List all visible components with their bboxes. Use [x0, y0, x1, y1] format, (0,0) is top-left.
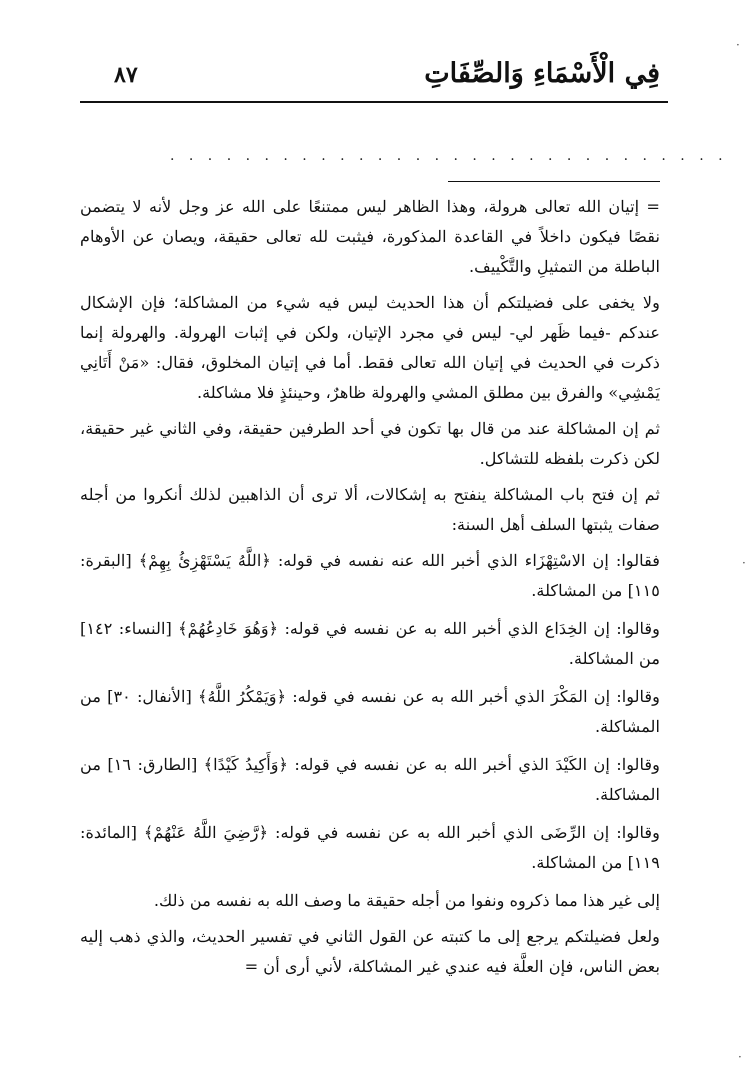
scan-speck: ·	[736, 38, 740, 52]
footnote-rule	[448, 181, 660, 182]
header-rule	[80, 101, 668, 103]
scan-speck: ·	[742, 556, 746, 570]
paragraph-4: ثم إن فتح باب المشاكلة ينفتح به إشكالات، ألا ترى أن الذاهبين لذلك أنكروا من أجله صفات يثبتها السلف أهل السنة:	[80, 485, 660, 534]
paragraph-final: ولعل فضيلتكم يرجع إلى ما كتبته عن القول الثاني في تفسير الحديث، والذي ذهب إليه بعض الناس، فإن العلَّة فيه عندي غير المشاكلة، لأني أرى أن =	[80, 927, 660, 976]
page-body	[80, 192, 660, 988]
dotted-separator: . . . . . . . . . . . . . . . . . . . . . . . . . . . . . .	[170, 148, 728, 164]
page-number: ٨٧	[114, 62, 138, 88]
paragraph-rida: وقالوا: إن الرِّضَى الذي أخبر الله به عن نفسه في قوله: ﴿رَّضِيَ اللَّهُ عَنْهُمْ﴾ [المائدة: ١١٩] من المشاكلة.	[80, 823, 660, 872]
paragraph-1: = إتيان الله تعالى هرولة، وهذا الظاهر ليس ممتنعًا على الله عز وجل لأنه لا يتضمن نقصًا فيكون داخلاً في القاعدة المذكورة، فيثبت لله تعالى حقيقة، ويصان عن الأوهام الباطلة من التمثيلِ والتَّكْييف.	[80, 197, 660, 276]
running-header	[80, 58, 660, 100]
paragraph-kayd: وقالوا: إن الكَيْدَ الذي أخبر الله به عن نفسه في قوله: ﴿وَأَكِيدُ كَيْدًا﴾ [الطارق: ١٦] من المشاكلة.	[80, 755, 660, 804]
paragraph-3: ثم إن المشاكلة عند من قال بها تكون في أحد الطرفين حقيقة، وفي الثاني غير حقيقة، لكن ذكرت بلفظه للتشاكل.	[80, 419, 660, 468]
paragraph-khida: وقالوا: إن الخِدَاع الذي أخبر الله به عن نفسه في قوله: ﴿وَهُوَ خَادِعُهُمْ﴾ [النساء: ١٤٢] من المشاكلة.	[80, 619, 660, 668]
paragraph-istihza: فقالوا: إن الاسْتِهْزَاء الذي أخبر الله عنه نفسه في قوله: ﴿اللَّهُ يَسْتَهْزِئُ بِهِمْ﴾ [البقرة: ١١٥] من المشاكلة.	[80, 551, 660, 600]
paragraph-conclusion: إلى غير هذا مما ذكروه ونفوا من أجله حقيقة ما وصف الله به نفسه من ذلك.	[153, 891, 660, 910]
paragraph-2: ولا يخفى على فضيلتكم أن هذا الحديث ليس فيه شيء من المشاكلة؛ فإن الإشكال عندكم -فيما ظَهر لي- ليس في مجرد الإتيان، ولكن في إثبات الهرولة. والهرولة إنما ذكرت في الحديث في إتيان الله تعالى فقط. أما في إتيان المخلوق، فقال: «مَنْ أَتَانِي يَمْشِي» والفرق بين مطلق المشي والهرولة ظاهرٌ، وحينئذٍ فلا مشاكلة.	[80, 293, 660, 402]
paragraph-makr: وقالوا: إن المَكْرَ الذي أخبر الله به عن نفسه في قوله: ﴿وَيَمْكُرُ اللَّهُ﴾ [الأنفال: ٣٠] من المشاكلة.	[80, 687, 660, 736]
scan-speck: ·	[738, 1050, 742, 1064]
header-title: فِي الْأَسْمَاءِ وَالصِّفَاتِ	[424, 58, 660, 89]
